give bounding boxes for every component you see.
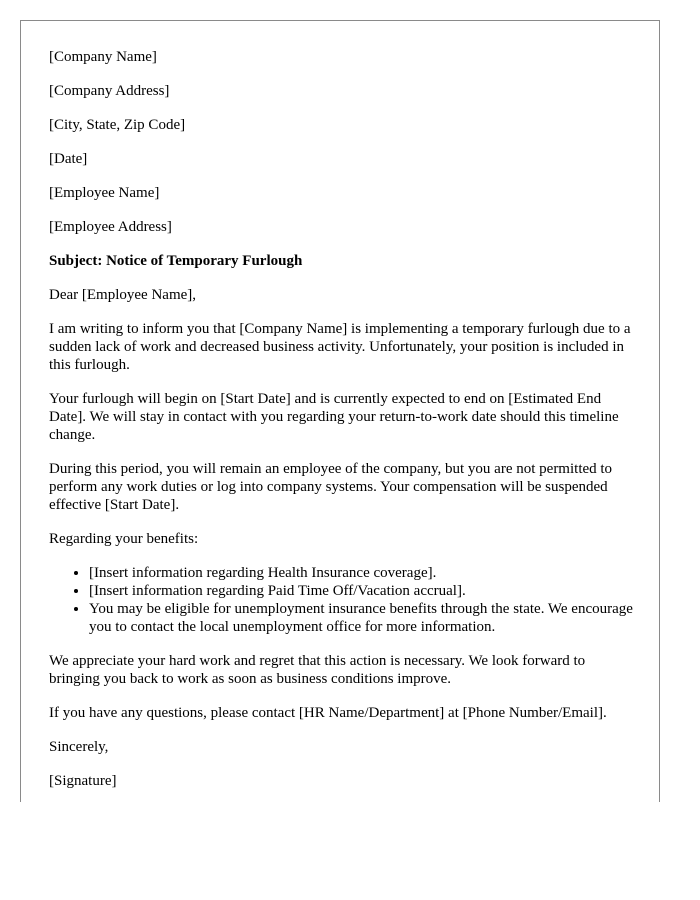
company-address: [Company Address] bbox=[49, 83, 170, 99]
list-item: • You may be eligible for unemployment insurance benefits through the state. We encourage you to contact the local unemployment office for more information. bbox=[89, 600, 637, 636]
closing: Sincerely, bbox=[49, 739, 109, 755]
body-paragraph-3: During this period, you will remain an employee of the company, but you are not permitted to perform any work duties or log into company systems. Your compensation will be suspended effective [Start Date]. bbox=[49, 461, 613, 513]
list-item: • [Insert information regarding Health Insurance coverage]. bbox=[89, 564, 637, 582]
employee-name: [Employee Name] bbox=[49, 185, 160, 201]
list-item: • [Insert information regarding Paid Time Off/Vacation accrual]. bbox=[89, 582, 637, 600]
salutation: Dear [Employee Name], bbox=[49, 287, 197, 303]
body-paragraph-5: If you have any questions, please contact [HR Name/Department] at [Phone Number/Email]. bbox=[49, 705, 607, 721]
city-state-zip: [City, State, Zip Code] bbox=[49, 117, 186, 133]
signature: [Signature] bbox=[49, 773, 117, 789]
body-paragraph-4: We appreciate your hard work and regret that this action is necessary. We look forward to bringing you back to work as soon as business conditions improve. bbox=[49, 653, 586, 687]
body-paragraph-2: Your furlough will begin on [Start Date] and is currently expected to end on [Estimated End Date]. We will stay in contact with you regarding your return-to-work date should this timeline change. bbox=[49, 391, 619, 443]
body-paragraph-1: I am writing to inform you that [Company Name] is implementing a temporary furlough due to a sudden lack of work and decreased business activity. Unfortunately, your position is included in this furlough. bbox=[49, 321, 631, 373]
letter-page bbox=[20, 20, 660, 802]
subject-line: Subject: Notice of Temporary Furlough bbox=[49, 253, 303, 269]
benefits-intro: Regarding your benefits: bbox=[49, 531, 199, 547]
employee-address: [Employee Address] bbox=[49, 219, 172, 235]
letter-content bbox=[49, 48, 637, 802]
company-name: [Company Name] bbox=[49, 49, 157, 65]
benefits-list bbox=[49, 564, 637, 636]
letter-date: [Date] bbox=[49, 151, 88, 167]
